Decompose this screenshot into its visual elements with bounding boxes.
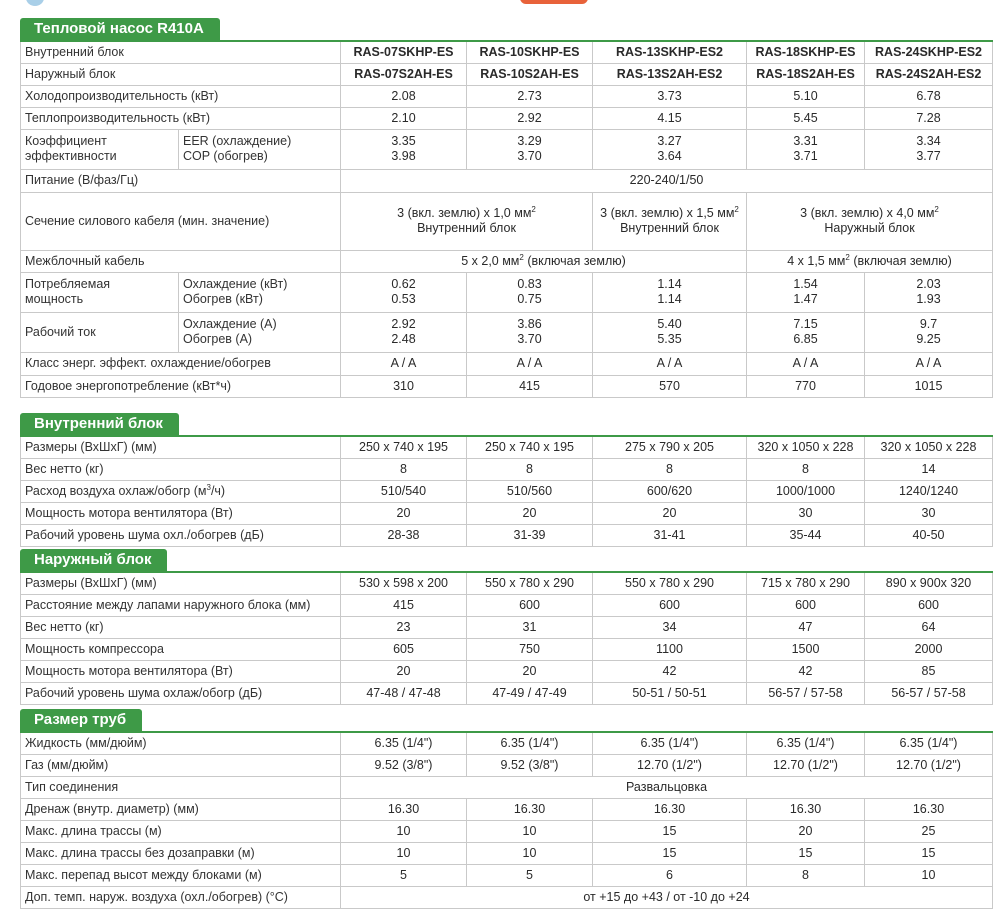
row-label: Вес нетто (кг) bbox=[21, 458, 341, 480]
spec-table-indoor bbox=[20, 435, 993, 547]
value-cell: 510/560 bbox=[467, 480, 593, 502]
table-row bbox=[21, 732, 993, 754]
value-cell: Развальцовка bbox=[341, 776, 993, 798]
value-cell: 35-44 bbox=[747, 524, 865, 546]
value-cell: 2.92 bbox=[467, 107, 593, 129]
value-cell: 5.40 5.35 bbox=[593, 312, 747, 352]
value-cell: 750 bbox=[467, 638, 593, 660]
value-cell: 85 bbox=[865, 660, 993, 682]
value-cell: A / A bbox=[865, 352, 993, 375]
value-cell: 3.31 3.71 bbox=[747, 129, 865, 169]
value-cell: 320 х 1050 х 228 bbox=[865, 436, 993, 458]
value-cell: 15 bbox=[593, 820, 747, 842]
value-cell: 2.92 2.48 bbox=[341, 312, 467, 352]
row-label: Расход воздуха охлаж/обогр $(м^3/ч)$ bbox=[21, 480, 341, 502]
value-cell: 10 bbox=[467, 820, 593, 842]
value-cell: 50-51 / 50-51 bbox=[593, 682, 747, 704]
row-label: Вес нетто (кг) bbox=[21, 616, 341, 638]
table-row bbox=[21, 272, 993, 312]
row-label: Тип соединения bbox=[21, 776, 341, 798]
value-cell: 6.78 bbox=[865, 85, 993, 107]
value-cell: A / A bbox=[747, 352, 865, 375]
value-cell: 42 bbox=[593, 660, 747, 682]
row-label: Размеры (ВхШхГ) (мм) bbox=[21, 436, 341, 458]
value-cell: A / A bbox=[593, 352, 747, 375]
model-cell: RAS-24SKHP-ES2 bbox=[865, 41, 993, 63]
value-cell: 1100 bbox=[593, 638, 747, 660]
value-cell: 2000 bbox=[865, 638, 993, 660]
value-cell: 1500 bbox=[747, 638, 865, 660]
row-label: Жидкость (мм/дюйм) bbox=[21, 732, 341, 754]
value-cell: 16.30 bbox=[865, 798, 993, 820]
spec-table-pipes bbox=[20, 731, 993, 909]
value-cell: 510/540 bbox=[341, 480, 467, 502]
value-cell: 2.08 bbox=[341, 85, 467, 107]
value-cell: 23 bbox=[341, 616, 467, 638]
table-row bbox=[21, 436, 993, 458]
value-cell: 415 bbox=[467, 375, 593, 397]
value-cell: 20 bbox=[747, 820, 865, 842]
row-label: Рабочий уровень шума охлаж/обогр (дБ) bbox=[21, 682, 341, 704]
value-cell: 10 bbox=[865, 864, 993, 886]
row-sublabel: EER (охлаждение) COP (обогрев) bbox=[179, 129, 341, 169]
model-cell: RAS-18S2AH-ES bbox=[747, 63, 865, 85]
value-cell: 530 х 598 х 200 bbox=[341, 572, 467, 594]
value-cell: 12.70 (1/2") bbox=[865, 754, 993, 776]
value-cell: 5 bbox=[341, 864, 467, 886]
table-row bbox=[21, 250, 993, 272]
value-cell: A / A bbox=[341, 352, 467, 375]
table-row bbox=[21, 312, 993, 352]
value-cell: от +15 до +43 / от -10 до +24 bbox=[341, 886, 993, 908]
value-cell: 4.15 bbox=[593, 107, 747, 129]
table-row bbox=[21, 616, 993, 638]
section-pipes bbox=[20, 709, 992, 909]
model-cell: RAS-10S2AH-ES bbox=[467, 63, 593, 85]
row-label: Сечение силового кабеля (мин. значение) bbox=[21, 192, 341, 250]
value-cell: 600/620 bbox=[593, 480, 747, 502]
value-cell: 14 bbox=[865, 458, 993, 480]
row-label: Макс. длина трассы без дозаправки (м) bbox=[21, 842, 341, 864]
model-cell: RAS-13S2AH-ES2 bbox=[593, 63, 747, 85]
section-heat-pump bbox=[20, 18, 992, 398]
row-label: Размеры (ВхШхГ) (мм) bbox=[21, 572, 341, 594]
section-outdoor bbox=[20, 549, 992, 705]
value-cell: 3.86 3.70 bbox=[467, 312, 593, 352]
table-row bbox=[21, 776, 993, 798]
value-cell: 16.30 bbox=[467, 798, 593, 820]
value-cell: 770 bbox=[747, 375, 865, 397]
row-label: Наружный блок bbox=[21, 63, 341, 85]
model-cell: RAS-24S2AH-ES2 bbox=[865, 63, 993, 85]
value-cell: 3.73 bbox=[593, 85, 747, 107]
table-row bbox=[21, 754, 993, 776]
value-cell: 1.14 1.14 bbox=[593, 272, 747, 312]
top-decoration-tab bbox=[520, 0, 588, 4]
value-cell: 9.7 9.25 bbox=[865, 312, 993, 352]
value-cell: 9.52 (3/8") bbox=[341, 754, 467, 776]
value-cell: 550 х 780 х 290 bbox=[467, 572, 593, 594]
section-title: Наружный блок bbox=[20, 549, 167, 571]
row-label: Мощность компрессора bbox=[21, 638, 341, 660]
value-cell: 15 bbox=[747, 842, 865, 864]
table-row bbox=[21, 375, 993, 397]
table-row bbox=[21, 352, 993, 375]
row-label: Холодопроизводительность (кВт) bbox=[21, 85, 341, 107]
value-cell: 15 bbox=[865, 842, 993, 864]
value-cell: 9.52 (3/8") bbox=[467, 754, 593, 776]
value-cell: 4 х 1,5 $мм^2$ (включая землю) bbox=[747, 250, 993, 272]
value-cell: 605 bbox=[341, 638, 467, 660]
table-row bbox=[21, 820, 993, 842]
value-cell: 12.70 (1/2") bbox=[593, 754, 747, 776]
value-cell: 890 х 900х 320 bbox=[865, 572, 993, 594]
value-cell: 600 bbox=[467, 594, 593, 616]
model-cell: RAS-07SKHP-ES bbox=[341, 41, 467, 63]
row-sublabel: Охлаждение (А) Обогрев (А) bbox=[179, 312, 341, 352]
value-cell: 250 х 740 х 195 bbox=[341, 436, 467, 458]
value-cell: 3 (вкл. землю) х 1,0 $мм^2$ Внутренний блок bbox=[341, 192, 593, 250]
value-cell: 0.83 0.75 bbox=[467, 272, 593, 312]
value-cell: 2.73 bbox=[467, 85, 593, 107]
value-cell: 3 (вкл. землю) х 4,0 $мм^2$ Наружный блок bbox=[747, 192, 993, 250]
row-label: Рабочий уровень шума охл./обогрев (дБ) bbox=[21, 524, 341, 546]
value-cell: 8 bbox=[593, 458, 747, 480]
value-cell: 3 (вкл. землю) х 1,5 $мм^2$ Внутренний блок bbox=[593, 192, 747, 250]
section-title: Тепловой насос R410A bbox=[20, 18, 220, 40]
table-row bbox=[21, 169, 993, 192]
row-label: Дренаж (внутр. диаметр) (мм) bbox=[21, 798, 341, 820]
value-cell: 570 bbox=[593, 375, 747, 397]
table-row bbox=[21, 41, 993, 63]
row-label: Расстояние между лапами наружного блока (мм) bbox=[21, 594, 341, 616]
table-row bbox=[21, 594, 993, 616]
value-cell: 25 bbox=[865, 820, 993, 842]
model-cell: RAS-18SKHP-ES bbox=[747, 41, 865, 63]
value-cell: 715 х 780 х 290 bbox=[747, 572, 865, 594]
value-cell: 1000/1000 bbox=[747, 480, 865, 502]
value-cell: 1240/1240 bbox=[865, 480, 993, 502]
value-cell: 6.35 (1/4") bbox=[747, 732, 865, 754]
value-cell: 1015 bbox=[865, 375, 993, 397]
value-cell: 31 bbox=[467, 616, 593, 638]
value-cell: 6 bbox=[593, 864, 747, 886]
row-label: Доп. темп. наруж. воздуха (охл./обогрев) (°С) bbox=[21, 886, 341, 908]
value-cell: 320 х 1050 х 228 bbox=[747, 436, 865, 458]
value-cell: 6.35 (1/4") bbox=[865, 732, 993, 754]
value-cell: 16.30 bbox=[747, 798, 865, 820]
table-row bbox=[21, 129, 993, 169]
value-cell: 600 bbox=[593, 594, 747, 616]
value-cell: A / A bbox=[467, 352, 593, 375]
section-title: Внутренний блок bbox=[20, 413, 179, 435]
value-cell: 42 bbox=[747, 660, 865, 682]
table-row bbox=[21, 502, 993, 524]
value-cell: 64 bbox=[865, 616, 993, 638]
value-cell: 30 bbox=[865, 502, 993, 524]
value-cell: 600 bbox=[865, 594, 993, 616]
row-sublabel: Охлаждение (кВт) Обогрев (кВт) bbox=[179, 272, 341, 312]
value-cell: 3.35 3.98 bbox=[341, 129, 467, 169]
spec-table-outdoor bbox=[20, 571, 993, 705]
row-label: Внутренний блок bbox=[21, 41, 341, 63]
top-decoration-circle bbox=[26, 0, 44, 6]
value-cell: 31-39 bbox=[467, 524, 593, 546]
value-cell: 56-57 / 57-58 bbox=[865, 682, 993, 704]
value-cell: 275 х 790 х 205 bbox=[593, 436, 747, 458]
row-label: Газ (мм/дюйм) bbox=[21, 754, 341, 776]
table-row bbox=[21, 572, 993, 594]
table-row bbox=[21, 85, 993, 107]
value-cell: 10 bbox=[467, 842, 593, 864]
value-cell: 0.62 0.53 bbox=[341, 272, 467, 312]
value-cell: 6.35 (1/4") bbox=[341, 732, 467, 754]
value-cell: 8 bbox=[747, 458, 865, 480]
value-cell: 20 bbox=[593, 502, 747, 524]
value-cell: 250 х 740 х 195 bbox=[467, 436, 593, 458]
value-cell: 600 bbox=[747, 594, 865, 616]
value-cell: 16.30 bbox=[593, 798, 747, 820]
row-label: Питание (В/фаз/Гц) bbox=[21, 169, 341, 192]
row-label: Межблочный кабель bbox=[21, 250, 341, 272]
row-label: Теплопроизводительность (кВт) bbox=[21, 107, 341, 129]
spec-table-main bbox=[20, 40, 993, 398]
value-cell: 20 bbox=[341, 502, 467, 524]
row-label: Макс. длина трассы (м) bbox=[21, 820, 341, 842]
value-cell: 3.27 3.64 bbox=[593, 129, 747, 169]
table-row bbox=[21, 638, 993, 660]
value-cell: 15 bbox=[593, 842, 747, 864]
section-indoor bbox=[20, 413, 992, 547]
value-cell: 310 bbox=[341, 375, 467, 397]
section-title: Размер труб bbox=[20, 709, 142, 731]
value-cell: 5.10 bbox=[747, 85, 865, 107]
value-cell: 12.70 (1/2") bbox=[747, 754, 865, 776]
value-cell: 3.29 3.70 bbox=[467, 129, 593, 169]
value-cell: 47-49 / 47-49 bbox=[467, 682, 593, 704]
row-label: Рабочий ток bbox=[21, 312, 179, 352]
value-cell: 5 х 2,0 $мм^2$ (включая землю) bbox=[341, 250, 747, 272]
table-row bbox=[21, 458, 993, 480]
value-cell: 47 bbox=[747, 616, 865, 638]
row-label: Класс энерг. эффект. охлаждение/обогрев bbox=[21, 352, 341, 375]
table-row bbox=[21, 107, 993, 129]
value-cell: 5.45 bbox=[747, 107, 865, 129]
model-cell: RAS-07S2AH-ES bbox=[341, 63, 467, 85]
row-label: Потребляемая мощность bbox=[21, 272, 179, 312]
row-label: Мощность мотора вентилятора (Вт) bbox=[21, 502, 341, 524]
value-cell: 16.30 bbox=[341, 798, 467, 820]
value-cell: 415 bbox=[341, 594, 467, 616]
table-row bbox=[21, 798, 993, 820]
value-cell: 1.54 1.47 bbox=[747, 272, 865, 312]
value-cell: 7.28 bbox=[865, 107, 993, 129]
value-cell: 550 х 780 х 290 bbox=[593, 572, 747, 594]
row-label: Макс. перепад высот между блоками (м) bbox=[21, 864, 341, 886]
table-row bbox=[21, 524, 993, 546]
value-cell: 5 bbox=[467, 864, 593, 886]
row-label: Коэффициент эффективности bbox=[21, 129, 179, 169]
table-row bbox=[21, 682, 993, 704]
value-cell: 2.10 bbox=[341, 107, 467, 129]
row-label: Годовое энергопотребление (кВт*ч) bbox=[21, 375, 341, 397]
value-cell: 8 bbox=[747, 864, 865, 886]
value-cell: 34 bbox=[593, 616, 747, 638]
row-label: Мощность мотора вентилятора (Вт) bbox=[21, 660, 341, 682]
value-cell: 20 bbox=[341, 660, 467, 682]
value-cell: 31-41 bbox=[593, 524, 747, 546]
value-cell: 10 bbox=[341, 820, 467, 842]
table-row bbox=[21, 886, 993, 908]
table-row bbox=[21, 480, 993, 502]
value-cell: 8 bbox=[341, 458, 467, 480]
value-cell: 3.34 3.77 bbox=[865, 129, 993, 169]
table-row bbox=[21, 192, 993, 250]
value-cell: 20 bbox=[467, 502, 593, 524]
table-row bbox=[21, 63, 993, 85]
value-cell: 20 bbox=[467, 660, 593, 682]
table-row bbox=[21, 864, 993, 886]
value-cell: 47-48 / 47-48 bbox=[341, 682, 467, 704]
table-row bbox=[21, 660, 993, 682]
value-cell: 6.35 (1/4") bbox=[593, 732, 747, 754]
value-cell: 220-240/1/50 bbox=[341, 169, 993, 192]
model-cell: RAS-10SKHP-ES bbox=[467, 41, 593, 63]
model-cell: RAS-13SKHP-ES2 bbox=[593, 41, 747, 63]
value-cell: 56-57 / 57-58 bbox=[747, 682, 865, 704]
value-cell: 10 bbox=[341, 842, 467, 864]
value-cell: 7.15 6.85 bbox=[747, 312, 865, 352]
value-cell: 28-38 bbox=[341, 524, 467, 546]
value-cell: 8 bbox=[467, 458, 593, 480]
table-row bbox=[21, 842, 993, 864]
value-cell: 40-50 bbox=[865, 524, 993, 546]
value-cell: 2.03 1.93 bbox=[865, 272, 993, 312]
value-cell: 6.35 (1/4") bbox=[467, 732, 593, 754]
value-cell: 30 bbox=[747, 502, 865, 524]
